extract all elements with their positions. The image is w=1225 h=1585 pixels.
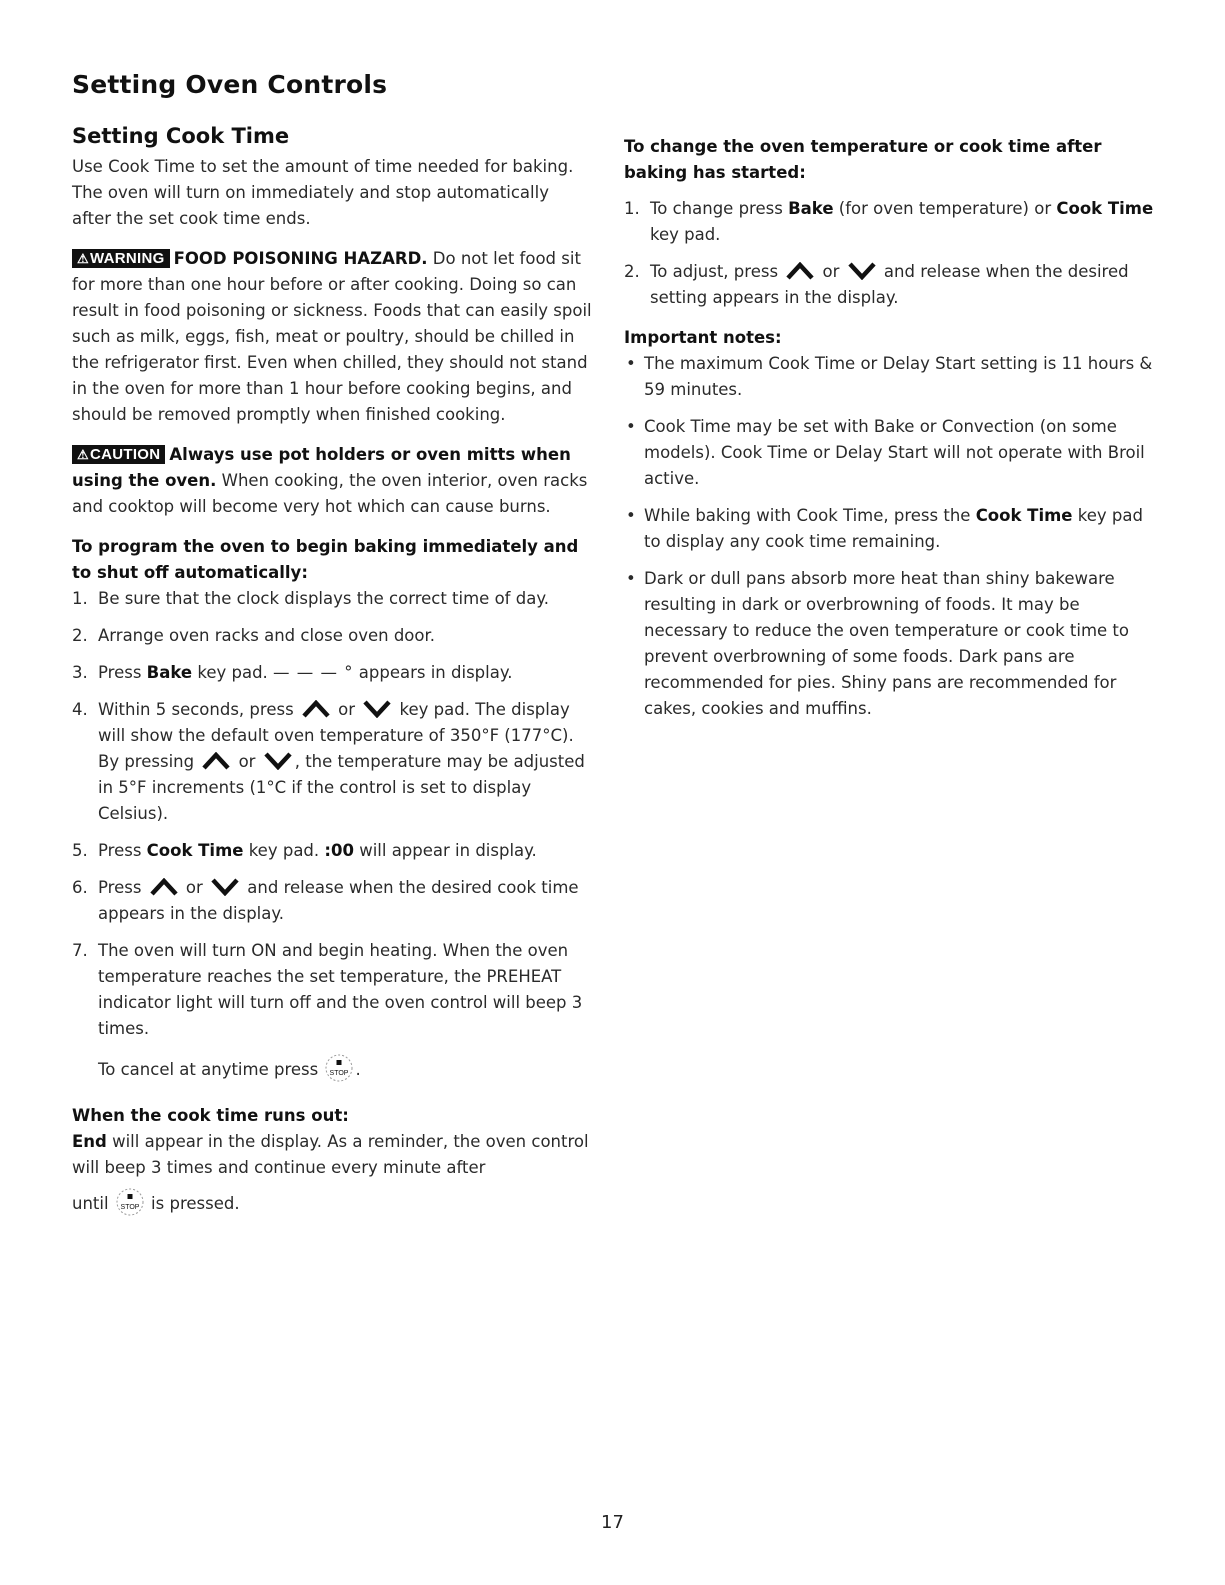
step-number: 1. bbox=[624, 199, 640, 218]
stop-key-icon bbox=[115, 1187, 145, 1217]
step-number: 6. bbox=[72, 878, 88, 897]
up-arrow-icon bbox=[149, 878, 179, 896]
stop-key-label: STOP bbox=[330, 1070, 349, 1077]
note-text: Cook Time may be set with Bake or Convection (on some models). Cook Time or Delay Start will not operate with Broil active. bbox=[644, 417, 1145, 488]
change-step-1 bbox=[624, 196, 1154, 248]
down-arrow-icon bbox=[263, 752, 293, 770]
step-text: , the temperature may be adjusted in 5°F increments (1°C if the control is set to display Celsius). bbox=[98, 752, 585, 823]
caution-text: When cooking, the oven interior, oven racks and cooktop will become very hot which can cause burns. bbox=[72, 471, 588, 516]
runs-out-paragraph bbox=[72, 1129, 592, 1181]
alert-icon: ⚠ bbox=[77, 251, 89, 266]
cook-time-key-label: Cook Time bbox=[975, 506, 1073, 525]
display-zero: :00 bbox=[324, 841, 354, 860]
step-number: 5. bbox=[72, 841, 88, 860]
step-text: or bbox=[332, 700, 361, 719]
note-item bbox=[624, 566, 1154, 722]
step-text: key pad. bbox=[192, 663, 274, 682]
section-title: Setting Cook Time bbox=[72, 124, 290, 148]
step-text: To change press bbox=[650, 199, 789, 218]
caution-badge bbox=[72, 445, 165, 464]
step-text: Within 5 seconds, press bbox=[98, 700, 299, 719]
cancel-line bbox=[72, 1053, 592, 1083]
notes-list bbox=[624, 351, 1154, 722]
runs-out-heading: When the cook time runs out: bbox=[72, 1106, 349, 1125]
bullet: • bbox=[626, 354, 636, 373]
step-text: or bbox=[817, 262, 845, 281]
step-text: Be sure that the clock displays the correct time of day. bbox=[98, 589, 549, 608]
note-text: key pad to display any cook time remaining. bbox=[644, 506, 1143, 551]
warning-badge-label: WARNING bbox=[89, 250, 165, 267]
warning-paragraph bbox=[72, 246, 592, 428]
note-text: While baking with Cook Time, press the bbox=[644, 506, 976, 525]
step-number: 4. bbox=[72, 700, 88, 719]
bake-key-label: Bake bbox=[146, 663, 193, 682]
step-number: 1. bbox=[72, 589, 88, 608]
intro-paragraph: Use Cook Time to set the amount of time needed for baking. The oven will turn on immediately and stop automatically after the set cook time ends. bbox=[72, 157, 574, 228]
cook-time-key-label: Cook Time bbox=[146, 841, 244, 860]
note-text: Dark or dull pans absorb more heat than shiny bakeware resulting in dark or overbrowning of foods. It may be necessary to reduce the oven temperature or cook time to prevent overbrowning of some foods. Dark pans are recommended for pies. Shiny pans are recommended for cakes, cookies and muffins. bbox=[644, 569, 1129, 718]
note-text: The maximum Cook Time or Delay Start setting is 11 hours & 59 minutes. bbox=[644, 354, 1153, 399]
stop-key-label: STOP bbox=[120, 1204, 140, 1211]
change-step-2 bbox=[624, 259, 1154, 311]
step-text: or bbox=[180, 878, 209, 897]
down-arrow-icon bbox=[210, 878, 240, 896]
step-text: key pad. The display will show the default oven temperature of 350°F (177°C). By pressing bbox=[98, 700, 574, 771]
bullet: • bbox=[626, 506, 636, 525]
bullet: • bbox=[626, 417, 636, 436]
bullet: • bbox=[626, 569, 636, 588]
warning-lead: FOOD POISONING HAZARD. bbox=[173, 249, 428, 268]
notes-heading: Important notes: bbox=[624, 328, 782, 347]
page-title: Setting Oven Controls bbox=[72, 70, 388, 99]
right-column bbox=[624, 134, 1154, 733]
down-arrow-icon bbox=[362, 700, 392, 718]
up-arrow-icon bbox=[301, 700, 331, 718]
step-text: or bbox=[233, 752, 261, 771]
program-steps bbox=[72, 586, 592, 1042]
bake-key-label: Bake bbox=[788, 199, 834, 218]
step-text: To adjust, press bbox=[650, 262, 784, 281]
change-steps bbox=[624, 196, 1154, 311]
step-text: and release when the desired setting appears in the display. bbox=[650, 262, 1129, 307]
program-step-3 bbox=[72, 660, 592, 686]
program-step-6 bbox=[72, 875, 592, 927]
until-text: until bbox=[72, 1194, 114, 1213]
step-text: key pad. bbox=[650, 225, 721, 244]
until-line bbox=[72, 1187, 592, 1217]
caution-lead: Always use pot holders or oven mitts when using the oven. bbox=[72, 445, 571, 490]
down-arrow-icon bbox=[847, 262, 877, 280]
step-text: appears in display. bbox=[353, 663, 513, 682]
step-text: and release when the desired cook time appears in the display. bbox=[98, 878, 579, 923]
warning-text: Do not let food sit for more than one hour before or after cooking. Doing so can result in food poisoning or sickness. Foods that can easily spoil such as milk, eggs, fish, meat or poultry, should be chilled in the refrigerator first. Even when chilled, they should not stand in the oven for more than 1 hour before cooking begins, and should be removed promptly when finished cooking. bbox=[72, 249, 592, 424]
end-display-label: End bbox=[72, 1132, 107, 1151]
step-text: will appear in display. bbox=[353, 841, 537, 860]
warning-badge bbox=[72, 249, 170, 268]
program-step-1 bbox=[72, 586, 592, 612]
step-text: Press bbox=[98, 663, 147, 682]
left-column bbox=[72, 124, 592, 1217]
runs-out-text: will appear in the display. As a reminder, the oven control will beep 3 times and continue every minute after bbox=[72, 1132, 589, 1177]
program-step-4 bbox=[72, 697, 592, 827]
up-arrow-icon bbox=[201, 752, 231, 770]
step-text: Arrange oven racks and close oven door. bbox=[98, 626, 436, 645]
program-step-5 bbox=[72, 838, 592, 864]
step-text: The oven will turn ON and begin heating. When the oven temperature reaches the set temperature, the PREHEAT indicator light will turn off and the oven control will beep 3 times. bbox=[98, 941, 583, 1038]
cancel-text: To cancel at anytime press bbox=[98, 1060, 324, 1079]
change-heading: To change the oven temperature or cook time after baking has started: bbox=[624, 137, 1102, 182]
stop-key-icon bbox=[324, 1053, 354, 1083]
step-text: key pad. bbox=[243, 841, 325, 860]
cook-time-key-label: Cook Time bbox=[1056, 199, 1154, 218]
until-text: is pressed. bbox=[145, 1194, 240, 1213]
step-number: 2. bbox=[624, 262, 640, 281]
cancel-text: . bbox=[355, 1060, 361, 1079]
alert-icon: ⚠ bbox=[77, 447, 89, 462]
program-step-7 bbox=[72, 938, 592, 1042]
caution-paragraph bbox=[72, 442, 592, 520]
note-item bbox=[624, 414, 1154, 492]
page-number: 17 bbox=[601, 1512, 624, 1533]
step-text: Press bbox=[98, 841, 147, 860]
up-arrow-icon bbox=[785, 262, 815, 280]
display-dashes: — — — ° bbox=[273, 663, 354, 682]
program-heading: To program the oven to begin baking immediately and to shut off automatically: bbox=[72, 537, 579, 582]
step-text: (for oven temperature) or bbox=[833, 199, 1057, 218]
caution-badge-label: CAUTION bbox=[89, 446, 161, 463]
note-item bbox=[624, 503, 1154, 555]
step-number: 7. bbox=[72, 941, 88, 960]
step-number: 2. bbox=[72, 626, 88, 645]
note-item bbox=[624, 351, 1154, 403]
step-number: 3. bbox=[72, 663, 88, 682]
program-step-2 bbox=[72, 623, 592, 649]
step-text: Press bbox=[98, 878, 147, 897]
